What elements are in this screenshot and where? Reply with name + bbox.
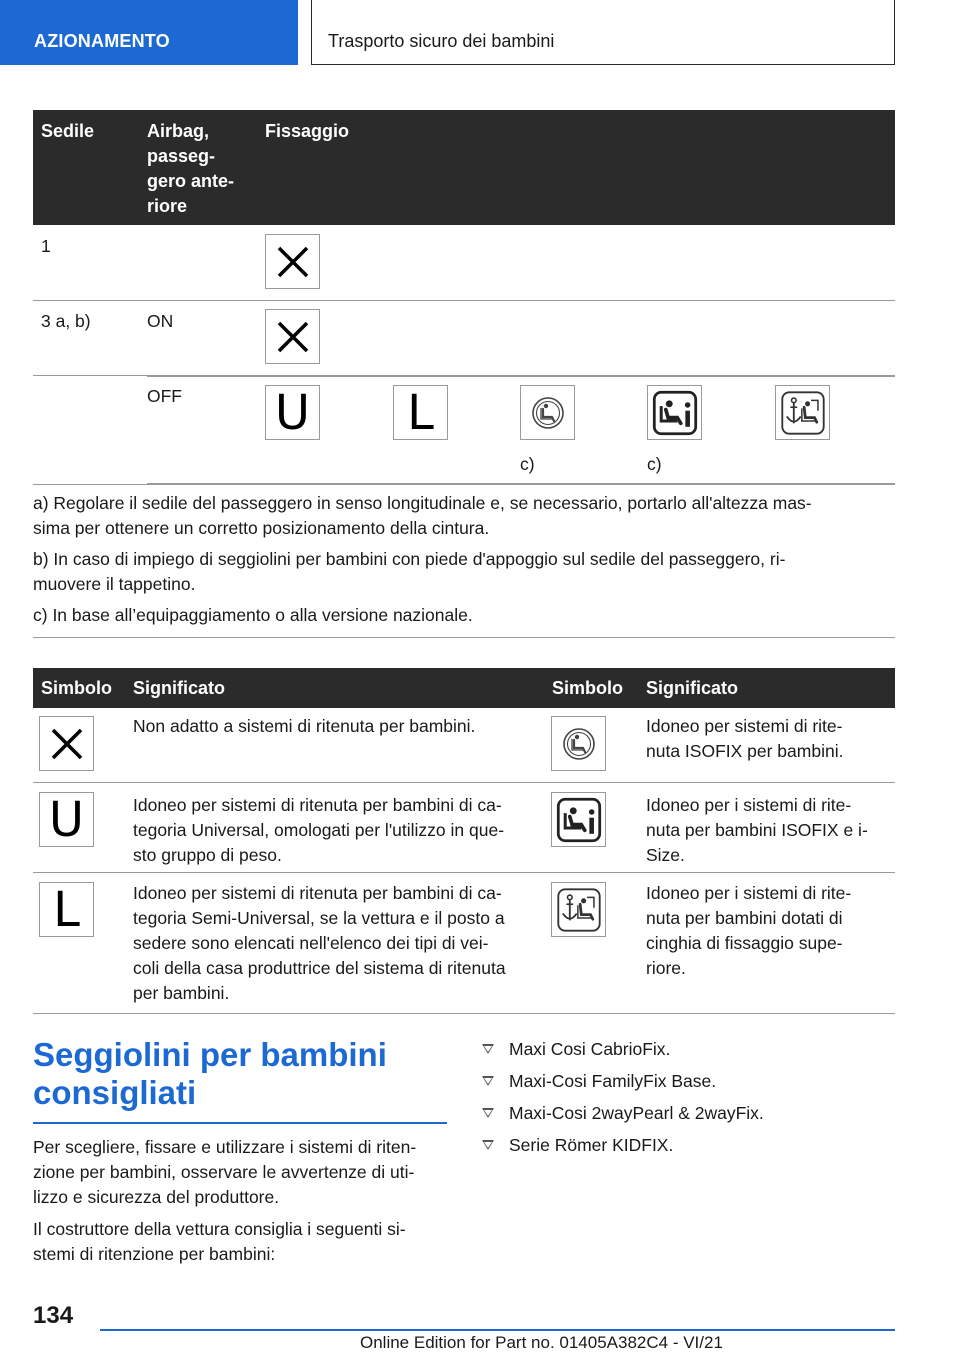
isofix-isize-icon	[647, 385, 702, 440]
header-symbol: Simbolo	[552, 678, 623, 698]
isofix-icon	[520, 385, 575, 440]
page-number: 134	[33, 1302, 74, 1329]
section-tab	[0, 0, 298, 65]
seat-table-header	[33, 110, 895, 225]
header-meaning: Significato	[646, 678, 739, 698]
table-row	[33, 783, 895, 873]
symbol-table-header	[33, 668, 895, 708]
header-meaning: Significato	[133, 678, 226, 698]
header-seat: Sedile	[41, 121, 95, 141]
table-notes	[33, 484, 895, 638]
seat-table	[33, 110, 895, 638]
recommendation-paragraph: Il costruttore della vettura consiglia i seguenti si- stemi di ritenzione per bambini:	[33, 1219, 406, 1264]
meaning-text: Idoneo per sistemi di ritenuta per bambini di ca- tegoria Semi-Universal, se la vettura e il posto a sedere sono elencati nell'elenco dei tipi di vei- coli della casa produttrice del sistema di ritenuta per bambini.	[133, 883, 506, 1003]
meaning-text: Idoneo per i sistemi di rite- nuta per bambini ISOFIX e i- Size.	[646, 795, 868, 865]
table-row	[33, 708, 895, 783]
triangle-bullet-icon	[482, 1076, 494, 1086]
top-tether-icon	[551, 882, 606, 937]
universal-icon: U	[39, 792, 94, 847]
table-row	[147, 376, 895, 484]
note-b-line2: muovere il tappetino.	[33, 574, 196, 594]
header-fixing: Fissaggio	[265, 121, 350, 141]
airbag-cell: ON	[147, 311, 174, 331]
isofix-icon	[551, 716, 606, 771]
symbol-table	[33, 668, 895, 1014]
header-airbag: Airbag, passeg- gero ante- riore	[147, 121, 235, 216]
not-suitable-icon	[265, 309, 320, 364]
note-c: c) In base all’equipaggiamento o alla versione nazionale.	[33, 605, 473, 625]
chapter-title: Trasporto sicuro dei bambini	[328, 31, 555, 51]
list-item: Serie Römer KIDFIX.	[480, 1133, 880, 1165]
meaning-text: Idoneo per sistemi di ritenuta per bambini di ca- tegoria Universal, omologati per l'utilizzo in que- sto gruppo di peso.	[133, 795, 505, 865]
list-item: Maxi-Cosi FamilyFix Base.	[480, 1069, 880, 1101]
table-row	[33, 225, 895, 301]
note-a-line2: sima per ottenere un corretto posizionamento della cintura.	[33, 518, 490, 538]
footnote-marker: c)	[647, 454, 662, 474]
not-suitable-icon	[39, 716, 94, 771]
triangle-bullet-icon	[482, 1140, 494, 1150]
intro-paragraph: Per scegliere, fissare e utilizzare i sistemi di riten- zione per bambini, osservare le avvertenze di uti- lizzo e sicurezza del produttore.	[33, 1137, 417, 1207]
list-item: Maxi-Cosi 2wayPearl & 2wayFix.	[480, 1101, 880, 1133]
table-row	[33, 873, 895, 1014]
footnote-marker: c)	[520, 454, 535, 474]
seat-cell: 3 a, b)	[41, 311, 91, 331]
isofix-isize-icon	[551, 792, 606, 847]
meaning-text: Idoneo per sistemi di rite- nuta ISOFIX per bambini.	[646, 716, 844, 761]
semi-universal-icon: L	[39, 882, 94, 937]
meaning-text: Non adatto a sistemi di ritenuta per bambini.	[133, 716, 476, 736]
top-tether-icon	[775, 385, 830, 440]
airbag-cell: OFF	[147, 386, 182, 406]
semi-universal-icon: L	[393, 385, 448, 440]
triangle-bullet-icon	[482, 1044, 494, 1054]
footer-divider	[100, 1329, 895, 1331]
triangle-bullet-icon	[482, 1108, 494, 1118]
section-heading: Seggiolini per bambini consigliati	[33, 1036, 447, 1124]
chapter-tab	[311, 0, 895, 65]
not-suitable-icon	[265, 234, 320, 289]
meaning-text: Idoneo per i sistemi di rite- nuta per bambini dotati di cinghia di fissaggio supe- riore.	[646, 883, 852, 978]
section-title: AZIONAMENTO	[34, 31, 170, 51]
note-a-line1: a) Regolare il sedile del passeggero in senso longitudinale e, se necessario, portarlo all'altezza mas-	[33, 493, 812, 513]
recommended-seats-list	[480, 1037, 880, 1165]
universal-icon: U	[265, 385, 320, 440]
list-item: Maxi Cosi CabrioFix.	[480, 1037, 880, 1069]
seat-cell: 1	[41, 236, 51, 256]
header-symbol: Simbolo	[41, 678, 112, 698]
edition-note: Online Edition for Part no. 01405A382C4 - VI/21	[360, 1333, 723, 1352]
table-row	[33, 301, 895, 376]
note-b-line1: b) In caso di impiego di seggiolini per bambini con piede d'appoggio sul sedile del passeggero, ri-	[33, 549, 786, 569]
